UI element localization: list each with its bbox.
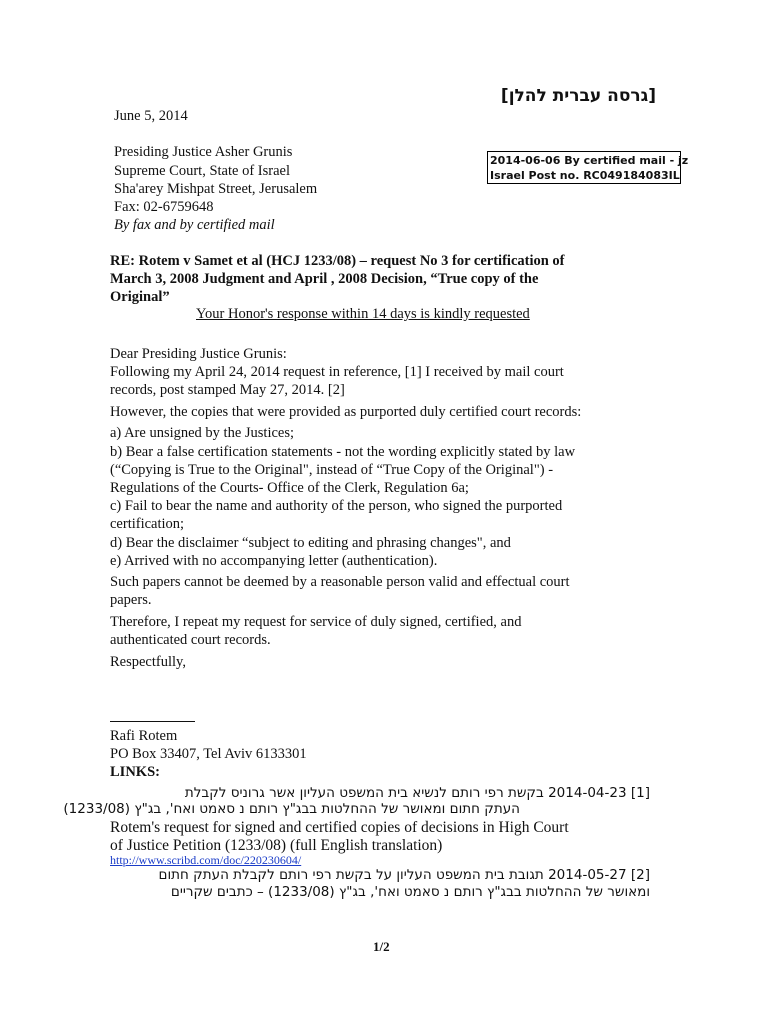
recipient-line: Sha'arey Mishpat Street, Jerusalem: [114, 181, 318, 197]
certified-mail-stamp: [487, 151, 689, 184]
list-item: b) Bear a false certification statements - not the wording explicitly stated by law: [110, 444, 576, 460]
list-item: a) Are unsigned by the Justices;: [110, 425, 295, 441]
signature-name: Rafi Rotem: [110, 728, 178, 744]
body-line: authenticated court records.: [110, 632, 271, 648]
delivery-note: By fax and by certified mail: [114, 217, 275, 233]
salutation: Dear Presiding Justice Grunis:: [110, 346, 287, 362]
hebrew-version-heading: [גרסה עברית להלן]: [500, 86, 656, 106]
body-line: Following my April 24, 2014 request in reference, [1] I received by mail court: [110, 364, 564, 380]
page-number: 1/2: [373, 939, 390, 954]
subject-line: March 3, 2008 Judgment and April , 2008 Decision, “True copy of the: [110, 271, 539, 287]
response-request: Your Honor's response within 14 days is kindly requested: [196, 306, 530, 322]
link-1-hebrew: העתק חתום ומאושר של ההחלטות בבג"ץ רותם נ סאמט ואח', בג"ץ (1233/08): [63, 801, 520, 817]
list-item: c) Fail to bear the name and authority of the person, who signed the purported: [110, 498, 563, 514]
recipient-line: Presiding Justice Asher Grunis: [114, 144, 293, 160]
body-line: records, post stamped May 27, 2014. [2]: [110, 382, 345, 398]
mail-stamp-line: 2014-06-06 By certified mail - jz: [490, 154, 689, 167]
signature-address: PO Box 33407, Tel Aviv 6133301: [110, 746, 307, 762]
list-item: Regulations of the Courts- Office of the Clerk, Regulation 6a;: [110, 480, 469, 496]
link-2-hebrew: [2] 2014-05-27 תגובת בית המשפט העליון על בקשת רפי רותם לקבלת העתק חתום: [158, 867, 650, 883]
signature-line: [110, 721, 195, 722]
list-item: (“Copying is True to the Original", instead of “True Copy of the Original") -: [110, 462, 554, 478]
recipient-fax: Fax: 02-6759648: [114, 199, 214, 215]
link-1-english: Rotem's request for signed and certified copies of decisions in High Court: [110, 819, 569, 836]
recipient-line: Supreme Court, State of Israel: [114, 163, 290, 179]
body-line: Therefore, I repeat my request for service of duly signed, certified, and: [110, 614, 522, 630]
body-line: Such papers cannot be deemed by a reasonable person valid and effectual court: [110, 574, 570, 590]
link-1-english: of Justice Petition (1233/08) (full English translation): [110, 837, 443, 854]
letter-date: June 5, 2014: [114, 108, 188, 124]
subject-line: Original”: [110, 289, 170, 305]
list-item: e) Arrived with no accompanying letter (authentication).: [110, 553, 438, 569]
links-heading: LINKS:: [110, 764, 160, 780]
link-2-hebrew: ומאושר של ההחלטות בבג"ץ רותם נ סאמט ואח', בג"ץ (1233/08) – כתבים שקריים: [170, 884, 650, 900]
link-1-url[interactable]: http://www.scribd.com/doc/220230604/: [110, 853, 302, 867]
body-line: papers.: [110, 592, 152, 608]
mail-stamp-tracking: Israel Post no. RC049184083IL: [490, 169, 680, 182]
link-1-hebrew: [1] 2014-04-23 בקשת רפי רותם לנשיא בית המשפט העליון אשר גרוניס לקבלת: [184, 785, 650, 801]
subject-line: RE: Rotem v Samet et al (HCJ 1233/08) – request No 3 for certification of: [110, 253, 565, 269]
body-line: However, the copies that were provided as purported duly certified court records:: [110, 404, 582, 420]
closing: Respectfully,: [110, 654, 186, 670]
list-item: d) Bear the disclaimer “subject to editing and phrasing changes", and: [110, 535, 511, 551]
list-item: certification;: [110, 516, 185, 532]
